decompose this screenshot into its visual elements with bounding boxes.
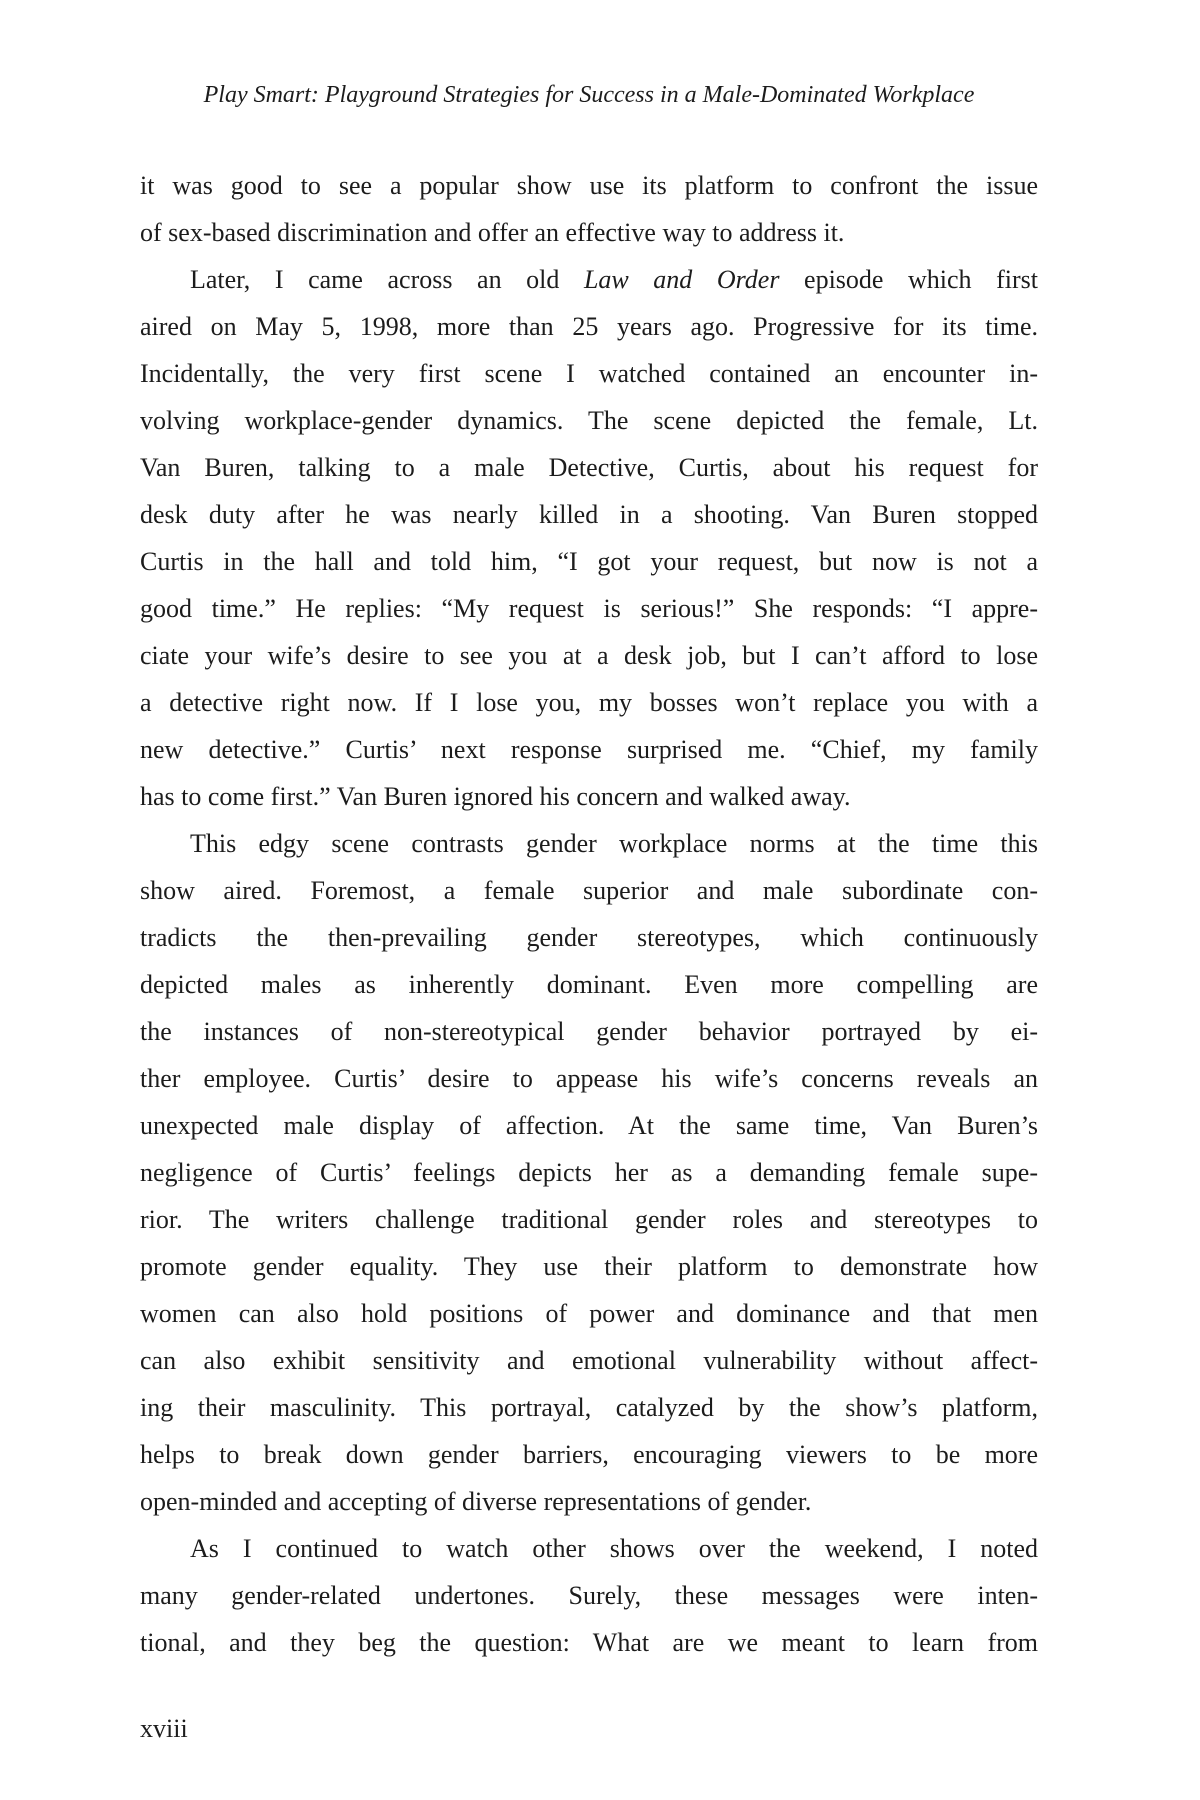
text-line: volving workplace-gender dynamics. The scene depicted the female, Lt.: [140, 406, 1038, 435]
text-line: has to come first.” Van Buren ignored his concern and walked away.: [140, 782, 851, 811]
text-line: promote gender equality. They use their platform to demonstrate how: [140, 1252, 1038, 1281]
text-line: can also exhibit sensitivity and emotional vulnerability without affect-: [140, 1346, 1038, 1375]
text-line: ciate your wife’s desire to see you at a desk job, but I can’t afford to lose: [140, 641, 1038, 670]
text-line: women can also hold positions of power and dominance and that men: [140, 1299, 1038, 1328]
running-header: Play Smart: Playground Strategies for Success in a Male-Dominated Workplace: [203, 82, 975, 108]
text-line: many gender-related undertones. Surely, these messages were inten-: [140, 1581, 1038, 1610]
text-line: desk duty after he was nearly killed in a shooting. Van Buren stopped: [140, 500, 1038, 529]
text-line: Van Buren, talking to a male Detective, Curtis, about his request for: [140, 453, 1038, 482]
text-line: This edgy scene contrasts gender workplace norms at the time this: [190, 829, 1038, 858]
text-line: tradicts the then-prevailing gender stereotypes, which continuously: [140, 923, 1038, 952]
text-line: the instances of non-stereotypical gender behavior portrayed by ei-: [140, 1017, 1038, 1046]
text-line: a detective right now. If I lose you, my bosses won’t replace you with a: [140, 688, 1038, 717]
text-line: good time.” He replies: “My request is serious!” She responds: “I appre-: [140, 594, 1038, 623]
text-line: rior. The writers challenge traditional gender roles and stereotypes to: [140, 1205, 1038, 1234]
text-line: ing their masculinity. This portrayal, catalyzed by the show’s platform,: [140, 1393, 1038, 1422]
text-line: depicted males as inherently dominant. Even more compelling are: [140, 970, 1038, 999]
text-line: it was good to see a popular show use its platform to confront the issue: [140, 171, 1038, 200]
text-line: ther employee. Curtis’ desire to appease his wife’s concerns reveals an: [140, 1064, 1038, 1093]
text-line: open-minded and accepting of diverse representations of gender.: [140, 1487, 812, 1516]
text-line: aired on May 5, 1998, more than 25 years ago. Progressive for its time.: [140, 312, 1038, 341]
italic-phrase: Law and Order: [583, 265, 780, 294]
text-line: Incidentally, the very first scene I watched contained an encounter in-: [140, 359, 1038, 388]
text-line: Later, I came across an old Law and Order episode which first: [190, 265, 1038, 294]
text-line: As I continued to watch other shows over the weekend, I noted: [190, 1534, 1038, 1563]
text-line: new detective.” Curtis’ next response surprised me. “Chief, my family: [140, 735, 1038, 764]
text-line: unexpected male display of affection. At the same time, Van Buren’s: [140, 1111, 1038, 1140]
page-number: xviii: [140, 1714, 188, 1743]
text-line: tional, and they beg the question: What are we meant to learn from: [140, 1628, 1038, 1657]
text-line: of sex-based discrimination and offer an effective way to address it.: [140, 218, 845, 247]
body-text: [140, 162, 1038, 1666]
text-line: helps to break down gender barriers, encouraging viewers to be more: [140, 1440, 1038, 1469]
text-line: negligence of Curtis’ feelings depicts her as a demanding female supe-: [140, 1158, 1038, 1187]
text-line: show aired. Foremost, a female superior and male subordinate con-: [140, 876, 1038, 905]
text-line: Curtis in the hall and told him, “I got your request, but now is not a: [140, 547, 1038, 576]
